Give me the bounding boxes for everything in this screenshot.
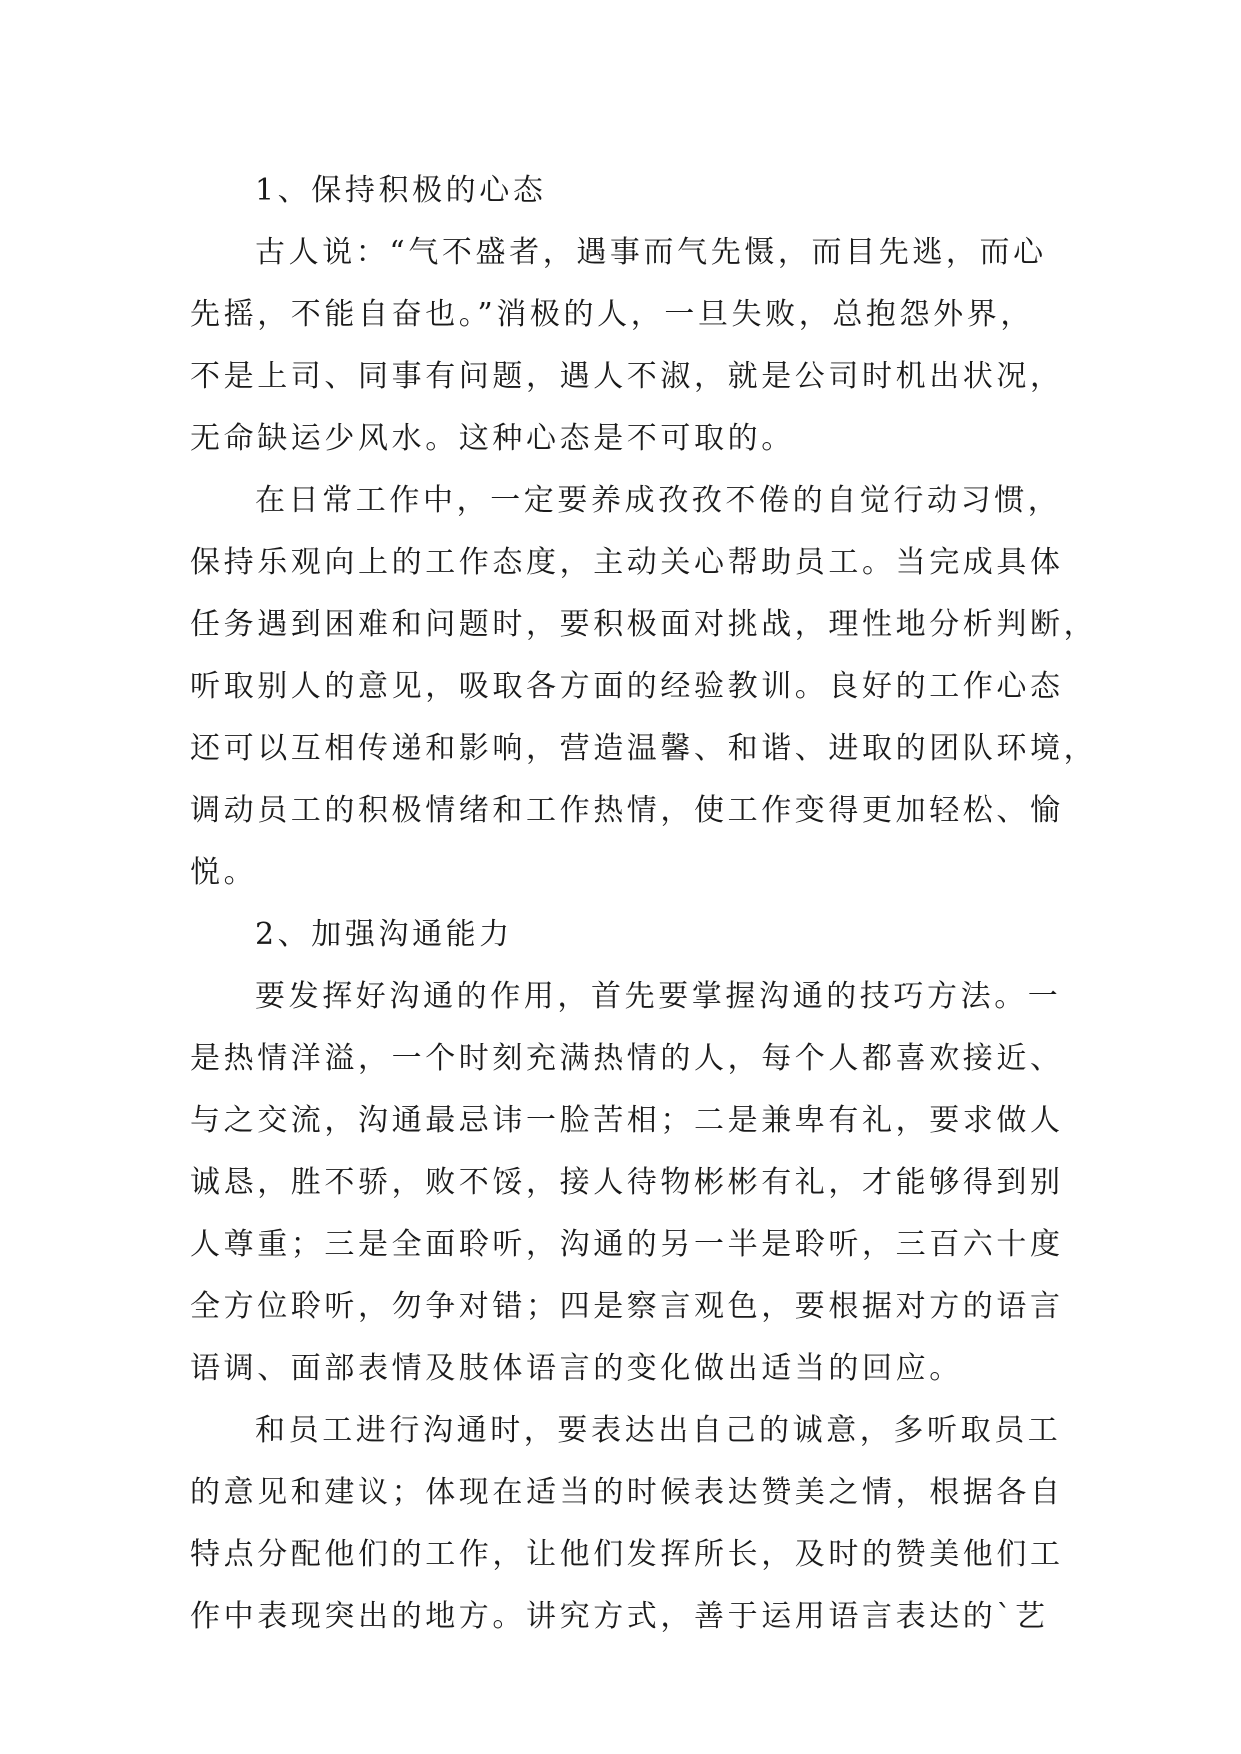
paragraph-2-line: 悦。: [190, 855, 258, 890]
paragraph-3-line: 诚恳，胜不骄，败不馁，接人待物彬彬有礼，才能够得到别: [190, 1165, 1064, 1200]
heading-communication: 2、加强沟通能力: [255, 917, 513, 952]
paragraph-4-line: 的意见和建议；体现在适当的时候表达赞美之情，根据各自: [190, 1475, 1064, 1510]
paragraph-1-line: 先摇，不能自奋也。”消极的人，一旦失败，总抱怨外界，: [190, 297, 1034, 332]
paragraph-4-line: 作中表现突出的地方。讲究方式，善于运用语言表达的`艺: [190, 1599, 1049, 1634]
paragraph-2-line: 还可以互相传递和影响，营造温馨、和谐、进取的团队环境，: [190, 731, 1098, 766]
paragraph-1-line: 不是上司、同事有问题，遇人不淑，就是公司时机出状况，: [190, 359, 1064, 394]
document-page: [190, 160, 1098, 1648]
paragraph-4-line: 和员工进行沟通时，要表达出自己的诚意，多听取员工: [255, 1413, 1062, 1448]
paragraph-3-line: 人尊重；三是全面聆听，沟通的另一半是聆听，三百六十度: [190, 1227, 1064, 1262]
paragraph-4-line: 特点分配他们的工作，让他们发挥所长，及时的赞美他们工: [190, 1537, 1064, 1572]
paragraph-2-line: 调动员工的积极情绪和工作热情，使工作变得更加轻松、愉: [190, 793, 1064, 828]
paragraph-3-line: 全方位聆听，勿争对错；四是察言观色，要根据对方的语言: [190, 1289, 1064, 1324]
paragraph-1-line: 古人说：“气不盛者，遇事而气先慑，而目先逃，而心: [255, 235, 1047, 270]
paragraph-3-line: 与之交流，沟通最忌讳一脸苦相；二是兼卑有礼，要求做人: [190, 1103, 1064, 1138]
paragraph-2-line: 保持乐观向上的工作态度，主动关心帮助员工。当完成具体: [190, 545, 1064, 580]
paragraph-1-line: 无命缺运少风水。这种心态是不可取的。: [190, 421, 795, 456]
paragraph-2-line: 在日常工作中，一定要养成孜孜不倦的自觉行动习惯，: [255, 483, 1062, 518]
paragraph-3-line: 是热情洋溢，一个时刻充满热情的人，每个人都喜欢接近、: [190, 1041, 1064, 1076]
heading-positive-attitude: 1、保持积极的心态: [255, 173, 547, 208]
paragraph-2-line: 任务遇到困难和问题时，要积极面对挑战，理性地分析判断，: [190, 607, 1098, 642]
paragraph-2-line: 听取别人的意见，吸取各方面的经验教训。良好的工作心态: [190, 669, 1064, 704]
paragraph-3-line: 语调、面部表情及肢体语言的变化做出适当的回应。: [190, 1351, 963, 1386]
paragraph-3-line: 要发挥好沟通的作用，首先要掌握沟通的技巧方法。一: [255, 979, 1062, 1014]
